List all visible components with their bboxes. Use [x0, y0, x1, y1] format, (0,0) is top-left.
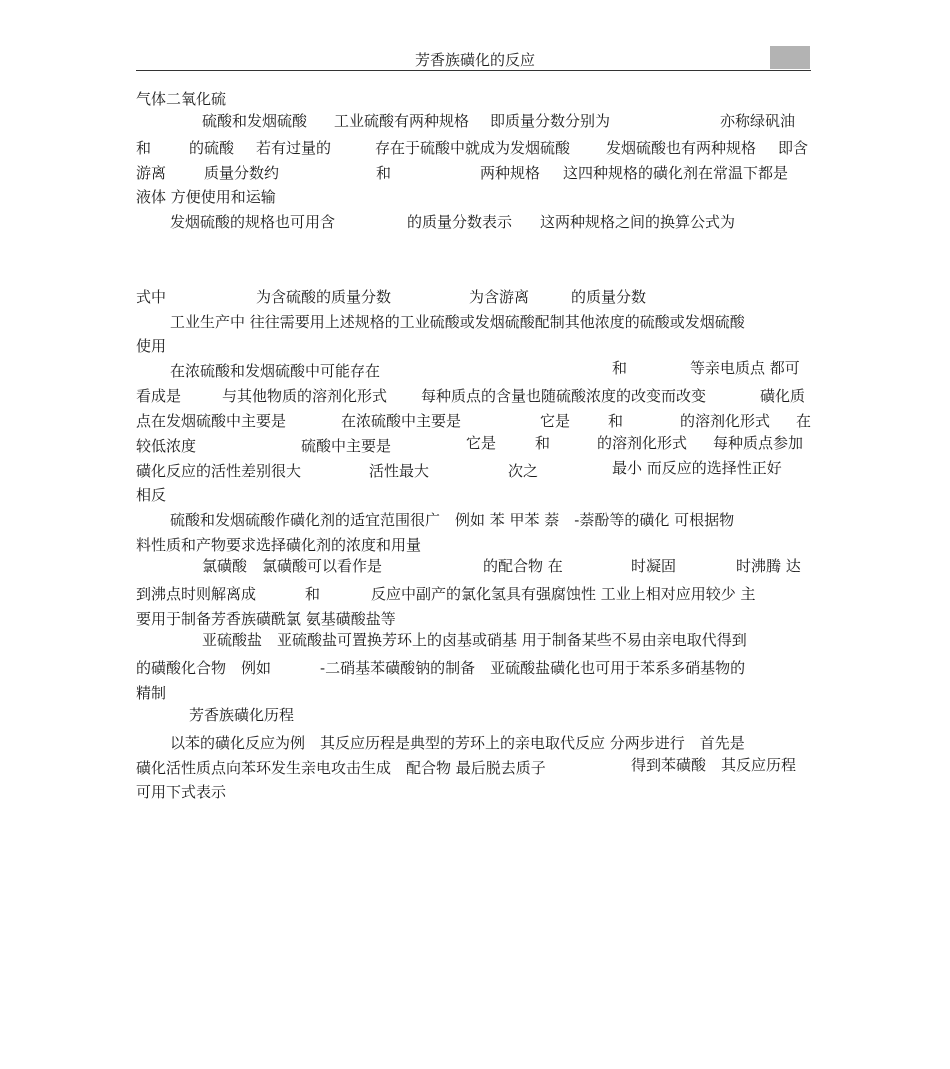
text-line: 的磺酸化合物 例如 [136, 659, 272, 677]
text-line: 和 [608, 412, 624, 430]
header-rule [136, 70, 811, 71]
text-line: 要用于制备芳香族磺酰氯 氨基磺酸盐等 [136, 610, 396, 628]
text-line: 两种规格 [480, 164, 541, 182]
text-line: 的硫酸 [189, 139, 235, 157]
text-line: 到沸点时则解离成 [136, 585, 257, 603]
text-line: 反应中副产的氯化氢具有强腐蚀性 工业上相对应用较少 主 [371, 585, 756, 603]
text-line: 活性最大 [369, 462, 430, 480]
text-line: 使用 [136, 337, 167, 355]
text-line: 次之 [508, 462, 539, 480]
text-line: 和 [305, 585, 321, 603]
text-line: 磺化反应的活性差别很大 [136, 462, 302, 480]
text-line: 硫酸和发烟硫酸 [202, 112, 308, 130]
header-page-box [770, 46, 810, 69]
text-line: 式中 [136, 288, 167, 306]
text-line: 即含 [778, 139, 809, 157]
text-line: 点在发烟硫酸中主要是 [136, 412, 287, 430]
text-line: 时沸腾 达 [736, 557, 801, 575]
text-line: 和 [376, 164, 392, 182]
text-line: 氯磺酸 氯磺酸可以看作是 [202, 557, 383, 575]
text-line: 每种质点参加 [713, 434, 804, 452]
text-line: 等亲电质点 都可 [690, 359, 800, 377]
text-line: 的质量分数表示 [407, 213, 513, 231]
text-line: 在浓硫酸中主要是 [341, 412, 462, 430]
text-line: 发烟硫酸也有两种规格 [606, 139, 757, 157]
text-line: 的质量分数 [571, 288, 647, 306]
text-line: 磺化质 [760, 387, 806, 405]
header-title: 芳香族磺化的反应 [414, 51, 535, 69]
text-line: 亚硫酸盐 亚硫酸盐可置换芳环上的卤基或硝基 用于制备某些不易由亲电取代得到 [202, 631, 747, 649]
text-line: 在浓硫酸和发烟硫酸中可能存在 [170, 362, 381, 380]
section-heading: 芳香族磺化历程 [189, 706, 295, 724]
text-line: 工业生产中 往往需要用上述规格的工业硫酸或发烟硫酸配制其他浓度的硫酸或发烟硫酸 [170, 313, 745, 331]
text-line: 以苯的磺化反应为例 其反应历程是典型的芳环上的亲电取代反应 分两步进行 首先是 [170, 734, 745, 752]
text-line: 看成是 [136, 387, 182, 405]
text-line: 和 [136, 139, 152, 157]
text-line: 每种质点的含量也随硫酸浓度的改变而改变 [421, 387, 707, 405]
text-line: 的溶剂化形式 [597, 434, 688, 452]
text-line: 较低浓度 [136, 437, 197, 455]
text-line: 最小 而反应的选择性正好 [612, 459, 782, 477]
text-line: 这四种规格的磺化剂在常温下都是 [563, 164, 789, 182]
text-line: 硫酸中主要是 [301, 437, 392, 455]
text-line: 气体二氧化硫 [136, 90, 227, 108]
text-line: 时凝固 [631, 557, 677, 575]
text-line: 存在于硫酸中就成为发烟硫酸 [375, 139, 571, 157]
text-line: 工业硫酸有两种规格 [334, 112, 470, 130]
text-line: 料性质和产物要求选择磺化剂的浓度和用量 [136, 536, 422, 554]
text-line: 质量分数约 [204, 164, 280, 182]
text-line: 可用下式表示 [136, 783, 227, 801]
text-line: 它是 [540, 412, 571, 430]
text-line: 游离 [136, 164, 167, 182]
text-line: 若有过量的 [256, 139, 332, 157]
text-line: 的溶剂化形式 [680, 412, 771, 430]
text-line: 相反 [136, 486, 167, 504]
text-line: 与其他物质的溶剂化形式 [222, 387, 388, 405]
text-line: 它是 [466, 434, 497, 452]
text-line: 发烟硫酸的规格也可用含 [170, 213, 336, 231]
text-line: 即质量分数分别为 [490, 112, 611, 130]
text-line: 为含游离 [469, 288, 530, 306]
text-line: 的配合物 在 [483, 557, 563, 575]
text-line: 亦称绿矾油 [720, 112, 796, 130]
text-line: 精制 [136, 684, 167, 702]
text-line: 在 [796, 412, 812, 430]
text-line: 为含硫酸的质量分数 [256, 288, 392, 306]
text-line: 这两种规格之间的换算公式为 [540, 213, 736, 231]
text-line: -二硝基苯磺酸钠的制备 亚硫酸盐磺化也可用于苯系多硝基物的 [320, 659, 746, 677]
text-line: 液体 方便使用和运输 [136, 188, 276, 206]
text-line: 和 [612, 359, 628, 377]
text-line: 和 [535, 434, 551, 452]
text-line: 磺化活性质点向苯环发生亲电攻击生成 配合物 最后脱去质子 [136, 759, 546, 777]
text-line: 硫酸和发烟硫酸作磺化剂的适宜范围很广 例如 苯 甲苯 萘 -萘酚等的磺化 可根据物 [170, 511, 735, 529]
text-line: 得到苯磺酸 其反应历程 [631, 756, 797, 774]
